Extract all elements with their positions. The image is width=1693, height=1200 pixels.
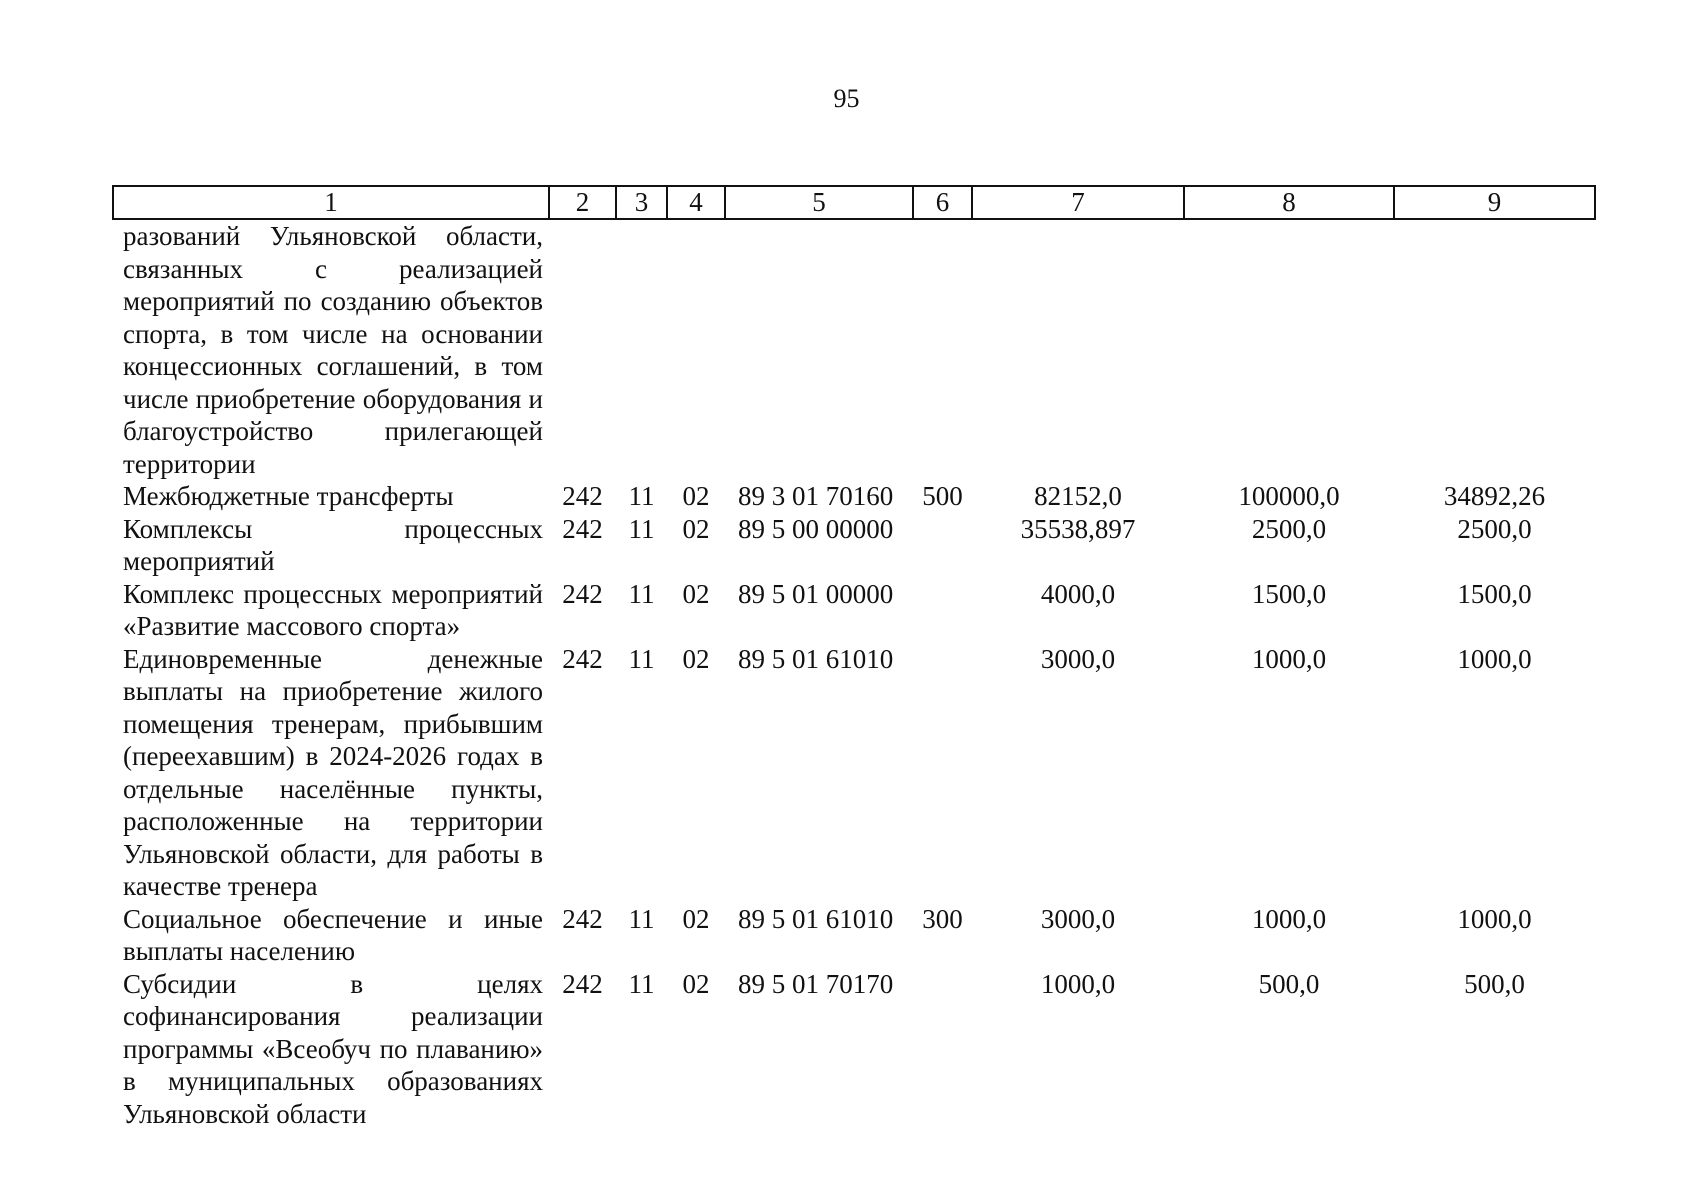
cell-amount-col7: 3000,0 <box>1040 903 1116 934</box>
cell-section <box>616 219 667 480</box>
column-header: 7 <box>972 186 1184 219</box>
cell-expense-type <box>913 968 972 1131</box>
budget-table <box>112 185 1596 1130</box>
cell-amount-col7: 82152,0 <box>1034 481 1122 511</box>
cell-amount-col8: 500,0 <box>1258 968 1320 999</box>
cell-subsection: 02 <box>682 481 710 511</box>
cell-target-article: 89 5 01 61010 <box>738 643 894 674</box>
cell-amount-col9: 1000,0 <box>1457 903 1532 934</box>
column-header: 3 <box>616 186 667 219</box>
table-row <box>113 219 1595 480</box>
cell-amount-col9: 1000,0 <box>1457 643 1532 674</box>
cell-section: 11 <box>628 578 655 609</box>
cell-expense-type <box>913 513 972 578</box>
cell-expense-type <box>913 578 972 643</box>
table-row <box>113 480 1595 513</box>
cell-section: 11 <box>628 968 655 999</box>
cell-target-article: 89 5 01 00000 <box>738 578 894 609</box>
page-number: 95 <box>833 84 860 113</box>
cell-target-article: 89 5 01 61010 <box>738 903 894 934</box>
cell-subsection: 02 <box>682 578 710 609</box>
cell-target-article <box>725 219 913 480</box>
cell-subsection: 02 <box>682 968 710 999</box>
cell-section: 11 <box>628 481 655 511</box>
row-name: Межбюджетные трансферты <box>123 481 454 511</box>
cell-expense-type <box>913 219 972 480</box>
cell-amount-col9: 2500,0 <box>1457 513 1532 544</box>
cell-amount-col8: 1000,0 <box>1251 903 1327 934</box>
cell-amount-col7 <box>972 219 1184 480</box>
cell-section: 11 <box>628 643 655 674</box>
table-row <box>113 578 1595 643</box>
row-name: Комплекс процессных мероприятий «Развитие массового спорта» <box>123 578 543 641</box>
table-row <box>113 643 1595 903</box>
cell-ministry-code: 242 <box>562 968 603 999</box>
row-name: Субсидии в целях софинансирования реализации программы «Всеобуч по плаванию» в муниципальных образованиях Ульяновской области <box>123 968 543 1129</box>
column-header: 4 <box>667 186 725 219</box>
cell-amount-col7: 35538,897 <box>1020 513 1136 544</box>
table-row <box>113 903 1595 968</box>
cell-target-article: 89 3 01 70160 <box>738 481 894 511</box>
row-name: Социальное обеспечение и иные выплаты населению <box>123 903 543 966</box>
cell-amount-col8 <box>1184 219 1394 480</box>
cell-amount-col7: 3000,0 <box>1040 643 1116 674</box>
row-name: Единовременные денежные выплаты на приобретение жилого помещения тренерам, прибывшим (переехавшим) в 2024-2026 годах в отдельные населённые пункты, расположенные на территории Ульяновской области, для работы в качестве тренера <box>123 643 543 901</box>
column-header: 9 <box>1394 186 1595 219</box>
row-name: Комплексы процессных мероприятий <box>123 513 543 576</box>
row-name: разований Ульяновской области, связанных с реализацией мероприятий по созданию объектов спорта, в том числе на основании концессионных соглашений, в том числе приобретение оборудования и благоустройство прилегающей территории <box>123 221 543 479</box>
cell-target-article: 89 5 01 70170 <box>738 968 894 999</box>
cell-expense-type: 300 <box>922 903 963 934</box>
cell-subsection: 02 <box>682 513 710 544</box>
cell-amount-col9: 500,0 <box>1464 968 1525 999</box>
cell-ministry-code: 242 <box>562 513 603 544</box>
column-number-header-row <box>113 186 1595 219</box>
cell-ministry-code <box>549 219 616 480</box>
cell-ministry-code: 242 <box>562 643 603 674</box>
cell-amount-col8: 100000,0 <box>1238 481 1340 511</box>
cell-subsection: 02 <box>682 643 710 674</box>
column-header: 2 <box>549 186 616 219</box>
cell-ministry-code: 242 <box>562 481 603 511</box>
cell-subsection: 02 <box>682 903 710 934</box>
column-header: 8 <box>1184 186 1394 219</box>
cell-amount-col9: 34892,26 <box>1443 481 1546 511</box>
column-header: 5 <box>725 186 913 219</box>
cell-subsection <box>667 219 725 480</box>
cell-target-article: 89 5 00 00000 <box>738 513 894 544</box>
cell-ministry-code: 242 <box>562 578 603 609</box>
table-row <box>113 513 1595 578</box>
cell-amount-col8: 2500,0 <box>1251 513 1327 544</box>
cell-amount-col9: 1500,0 <box>1457 578 1532 609</box>
cell-section: 11 <box>628 903 655 934</box>
cell-amount-col7: 1000,0 <box>1040 968 1116 999</box>
cell-section: 11 <box>628 513 655 544</box>
cell-amount-col7: 4000,0 <box>1040 578 1116 609</box>
column-header: 6 <box>913 186 972 219</box>
cell-amount-col9 <box>1394 219 1595 480</box>
cell-expense-type <box>913 643 972 903</box>
cell-expense-type: 500 <box>922 481 963 511</box>
cell-amount-col8: 1500,0 <box>1251 578 1327 609</box>
cell-ministry-code: 242 <box>562 903 603 934</box>
table-row <box>113 968 1595 1131</box>
column-header: 1 <box>113 186 549 219</box>
cell-amount-col8: 1000,0 <box>1251 643 1327 674</box>
